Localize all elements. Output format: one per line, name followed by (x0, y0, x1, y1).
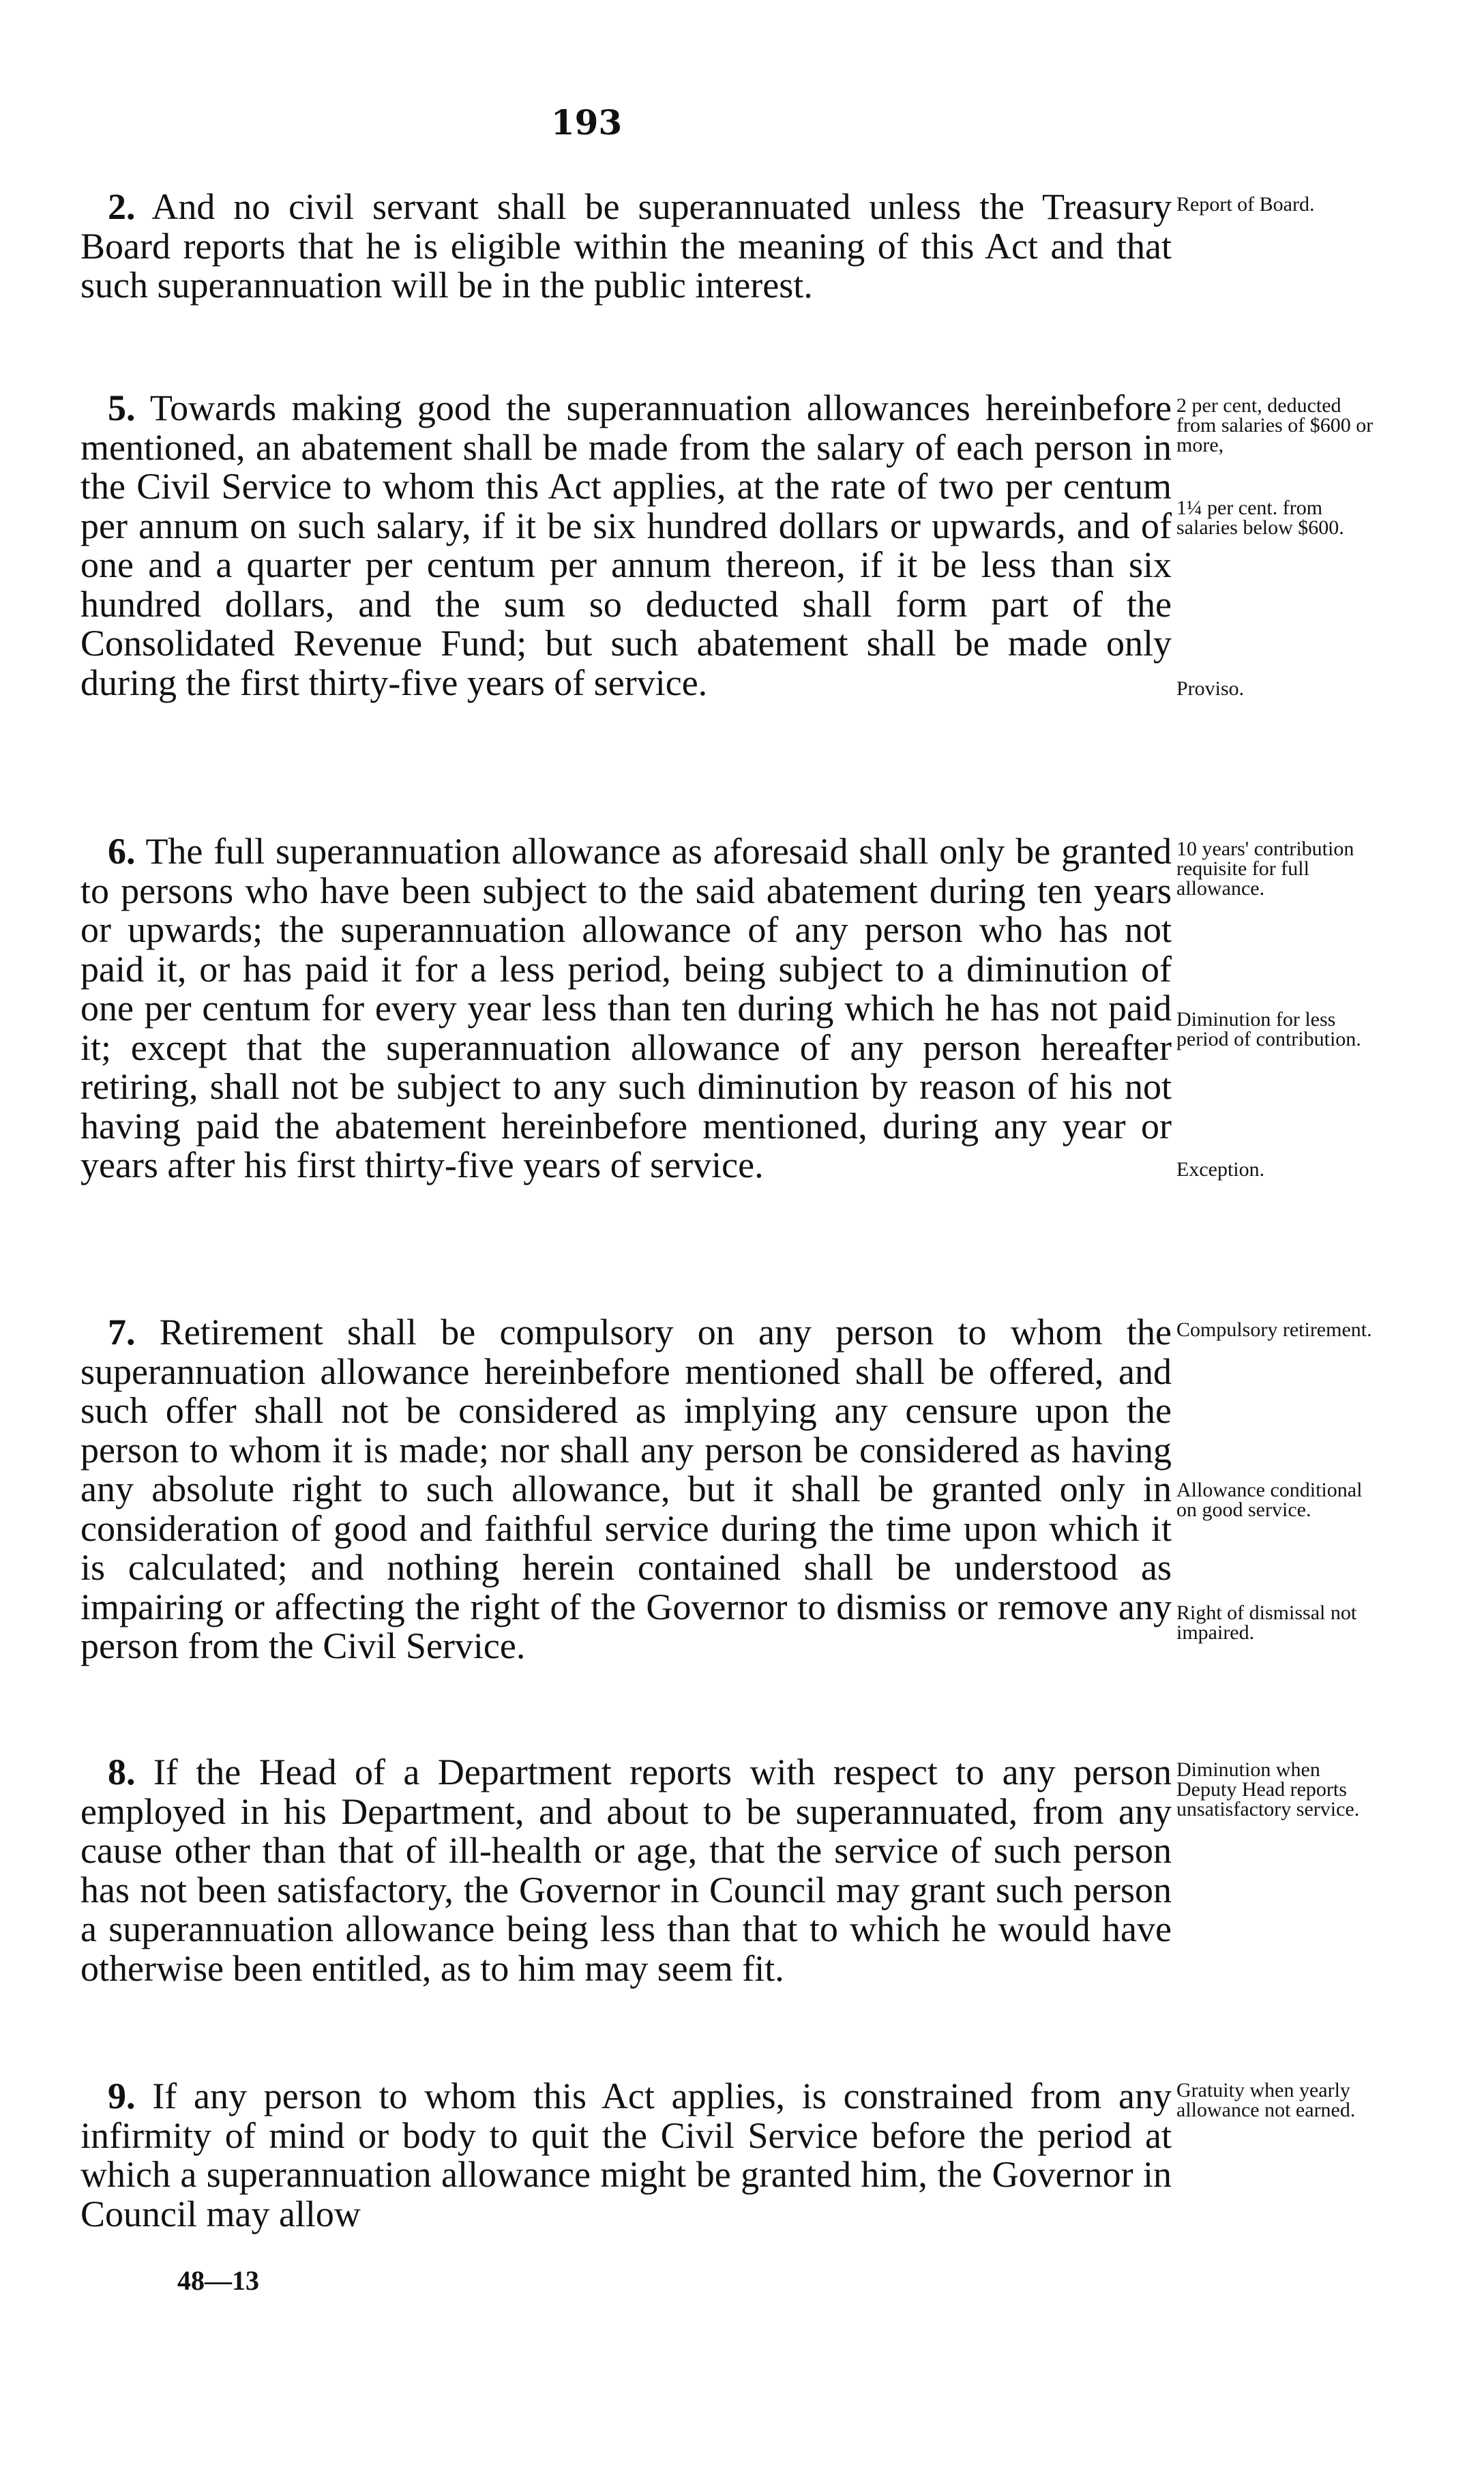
margin-note: 1¼ per cent. from salaries below $600. (1176, 497, 1344, 539)
margin-note: Compulsory retirement. (1176, 1318, 1372, 1341)
section-number: 8. (108, 1752, 136, 1792)
footer-signature: 48—13 (177, 2265, 259, 2296)
margin-note: Allowance conditional on good service. (1176, 1479, 1363, 1521)
section-number: 9. (108, 2076, 136, 2116)
margin-note: Proviso. (1176, 677, 1245, 700)
margin-note: 10 years' contribution requisite for full allowance. (1176, 838, 1354, 900)
margin-note: Gratuity when yearly allowance not earned. (1176, 2079, 1356, 2121)
margin-note: Diminution when Deputy Head reports unsatisfactory service. (1176, 1758, 1360, 1820)
margin-note: Exception. (1176, 1158, 1265, 1181)
section-number: 7. (108, 1312, 136, 1353)
section-text: If any person to whom this Act applies, is constrained from any infirmity of mind or body to quit the Civil Service before the period at which a superannuation allowance might be granted him, the Governor in Council may allow (80, 2076, 1172, 2234)
section-text: Retirement shall be compulsory on any person to whom the superannuation allowance hereinbefore mentioned shall be offered, and such offer shall not be considered as implying any censure upon the person to whom it is made; nor shall any person be considered as having any absolute right to such allowance, but it shall be granted only in consideration of good and faithful service during the time upon which it is calculated; and nothing herein contained shall be understood as impairing or affecting the right of the Governor to dismiss or remove any person from the Civil Service. (80, 1312, 1172, 1666)
section-number: 2. (108, 186, 136, 227)
section-number: 5. (108, 387, 136, 428)
section-number: 6. (108, 831, 136, 872)
section-text: Towards making good the superannuation allowances hereinbefore mentioned, an abatement shall be made from the salary of each person in the Civil Service to whom this Act applies, at the rate of two per centum per annum on such salary, if it be six hundred dollars or upwards, and of one and a quarter per centum per annum thereon, if it be less than six hundred dollars, and the sum so deducted shall form part of the Consolidated Revenue Fund; but such abatement shall be made only during the first thirty-five years of service. (80, 387, 1172, 703)
page-number: 193 (550, 102, 623, 143)
margin-note: Report of Board. (1176, 193, 1315, 216)
margin-note: Right of dismissal not impaired. (1176, 1601, 1357, 1644)
section-text: If the Head of a Department reports with respect to any person employed in his Department, and about to be superannuated, from any cause other than that of ill-health or age, that the service of such person has not been satisfactory, the Governor in Council may grant such person a superannuation allowance being less than that to which he would have otherwise been entitled, as to him may seem fit. (80, 1752, 1172, 1989)
margin-note: Diminution for less period of contribution. (1176, 1008, 1361, 1050)
section-text: The full superannuation allowance as aforesaid shall only be granted to persons who have been subject to the said abatement during ten years or upwards; the superannuation allowance of any person who has not paid it, or has paid it for a less period, being subject to a diminution of one per centum for every year less than ten during which he has not paid it; except that the superannuation allowance of any person hereafter retiring, shall not be subject to any such diminution by reason of his not having paid the abatement hereinbefore mentioned, during any year or years after his first thirty-five years of service. (80, 831, 1172, 1185)
margin-note: 2 per cent, deducted from salaries of $600 or more, (1176, 394, 1374, 456)
section-text: And no civil servant shall be superannuated unless the Treasury Board reports that he is eligible within the meaning of this Act and that such superannuation will be in the public interest. (80, 186, 1172, 306)
